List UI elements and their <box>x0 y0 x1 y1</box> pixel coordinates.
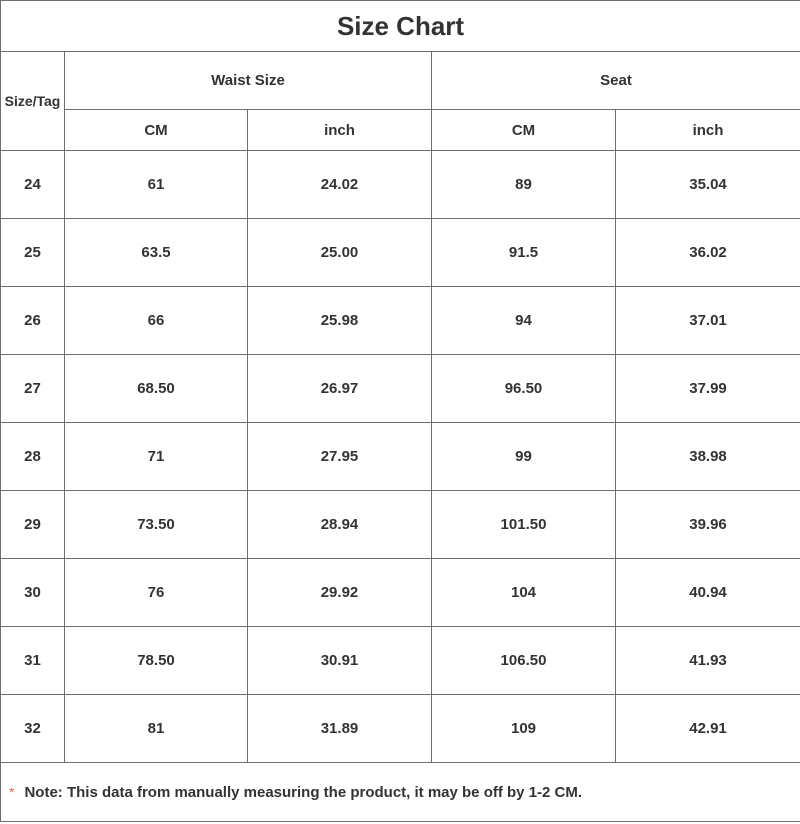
size-cell: 30 <box>1 559 65 627</box>
seat-cm-cell: 104 <box>432 559 616 627</box>
seat-cm-cell: 101.50 <box>432 491 616 559</box>
waist-size-group-header: Waist Size <box>65 52 432 110</box>
size-tag-header: Size/Tag <box>1 52 65 151</box>
seat-inch-cell: 39.96 <box>616 491 800 559</box>
seat-cm-cell: 96.50 <box>432 355 616 423</box>
table-row <box>1 287 800 355</box>
size-rows <box>1 151 800 763</box>
table-row <box>1 559 800 627</box>
size-cell: 25 <box>1 219 65 287</box>
table-row <box>1 695 800 763</box>
waist-inch-header: inch <box>248 110 432 151</box>
size-cell: 29 <box>1 491 65 559</box>
waist-inch-cell: 28.94 <box>248 491 432 559</box>
size-cell: 24 <box>1 151 65 219</box>
table-row <box>1 355 800 423</box>
waist-inch-cell: 31.89 <box>248 695 432 763</box>
waist-inch-cell: 25.00 <box>248 219 432 287</box>
seat-inch-cell: 40.94 <box>616 559 800 627</box>
seat-inch-cell: 38.98 <box>616 423 800 491</box>
seat-cm-cell: 94 <box>432 287 616 355</box>
table-row <box>1 423 800 491</box>
seat-cm-cell: 89 <box>432 151 616 219</box>
size-cell: 32 <box>1 695 65 763</box>
size-cell: 31 <box>1 627 65 695</box>
waist-cm-cell: 76 <box>65 559 248 627</box>
waist-cm-cell: 61 <box>65 151 248 219</box>
note-asterisk: * <box>9 783 15 800</box>
waist-inch-cell: 27.95 <box>248 423 432 491</box>
waist-inch-cell: 24.02 <box>248 151 432 219</box>
waist-cm-cell: 68.50 <box>65 355 248 423</box>
table-row <box>1 491 800 559</box>
note-text: Note: This data from manually measuring the product, it may be off by 1-2 CM. <box>24 783 583 801</box>
seat-cm-cell: 106.50 <box>432 627 616 695</box>
seat-inch-cell: 37.99 <box>616 355 800 423</box>
seat-inch-cell: 36.02 <box>616 219 800 287</box>
seat-cm-header: CM <box>432 110 616 151</box>
waist-inch-cell: 26.97 <box>248 355 432 423</box>
waist-inch-cell: 25.98 <box>248 287 432 355</box>
seat-cm-cell: 91.5 <box>432 219 616 287</box>
table-row <box>1 219 800 287</box>
waist-cm-cell: 66 <box>65 287 248 355</box>
seat-cm-cell: 99 <box>432 423 616 491</box>
seat-inch-header: inch <box>616 110 800 151</box>
waist-cm-cell: 73.50 <box>65 491 248 559</box>
seat-inch-cell: 41.93 <box>616 627 800 695</box>
note <box>1 763 800 822</box>
seat-inch-cell: 37.01 <box>616 287 800 355</box>
seat-inch-cell: 42.91 <box>616 695 800 763</box>
size-cell: 27 <box>1 355 65 423</box>
table-row <box>1 151 800 219</box>
table-row <box>1 627 800 695</box>
waist-cm-cell: 81 <box>65 695 248 763</box>
seat-cm-cell: 109 <box>432 695 616 763</box>
page-title: Size Chart <box>1 1 800 52</box>
size-cell: 28 <box>1 423 65 491</box>
size-cell: 26 <box>1 287 65 355</box>
waist-inch-cell: 29.92 <box>248 559 432 627</box>
waist-cm-header: CM <box>65 110 248 151</box>
waist-inch-cell: 30.91 <box>248 627 432 695</box>
seat-inch-cell: 35.04 <box>616 151 800 219</box>
waist-cm-cell: 63.5 <box>65 219 248 287</box>
waist-cm-cell: 71 <box>65 423 248 491</box>
seat-group-header: Seat <box>432 52 800 110</box>
waist-cm-cell: 78.50 <box>65 627 248 695</box>
